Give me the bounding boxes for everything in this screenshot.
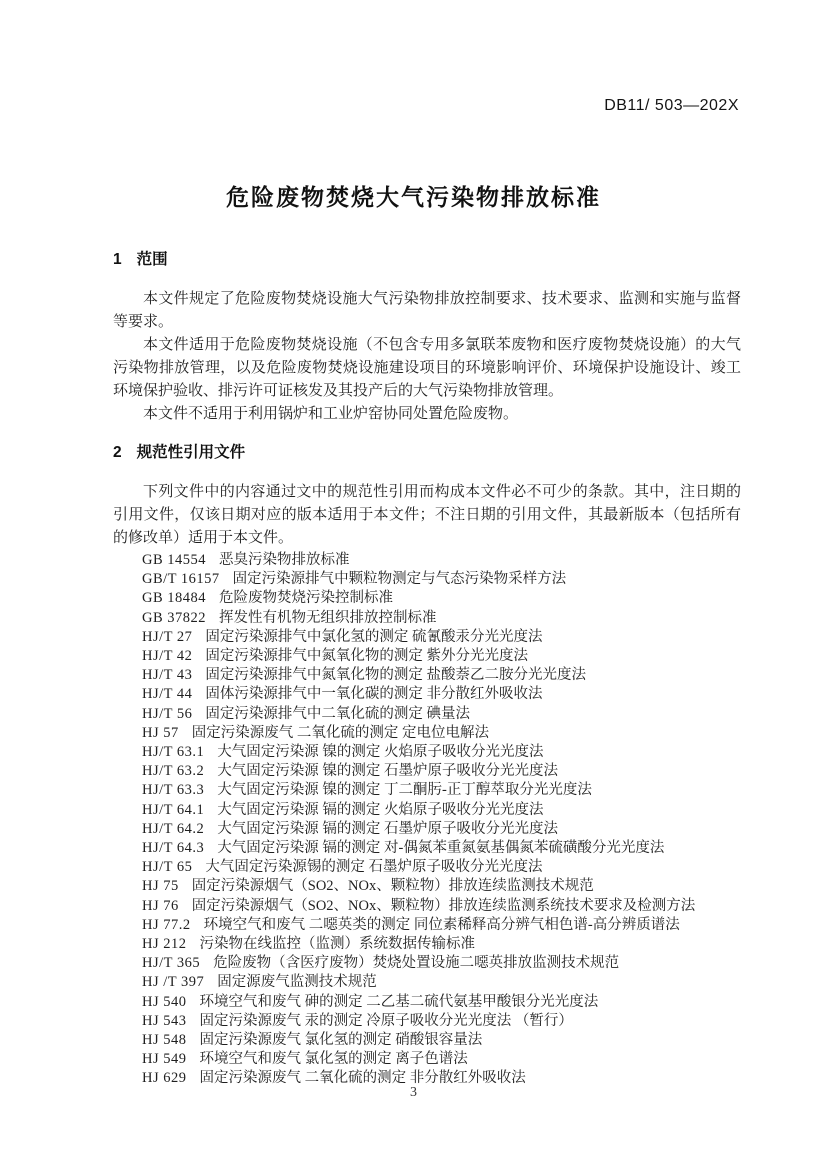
reference-code: HJ/T 64.3 bbox=[142, 840, 205, 857]
reference-title: 大气固定污染源 镉的测定 对-偶氮苯重氮氨基偶氮苯硫磺酸分光光度法 bbox=[217, 840, 665, 857]
reference-title: 固体污染源排气中一氧化碳的测定 非分散红外吸收法 bbox=[205, 686, 543, 703]
reference-code: HJ/T 63.3 bbox=[142, 782, 205, 799]
reference-title: 固定污染源排气中颗粒物测定与气态污染物采样方法 bbox=[232, 571, 567, 588]
reference-title: 污染物在线监控（监测）系统数据传输标准 bbox=[199, 936, 475, 953]
reference-code: HJ 629 bbox=[142, 1070, 187, 1087]
reference-title: 环境空气和废气 二噁英类的测定 同位素稀释高分辨气相色谱-高分辨质谱法 bbox=[203, 916, 680, 933]
reference-code: HJ/T 44 bbox=[142, 686, 193, 703]
references-intro-paragraph: 下列文件中的内容通过文中的规范性引用而构成本文件必不可少的条款。其中，注日期的引用文件，仅该日期对应的版本适用于本文件；不注日期的引用文件，其最新版本（包括所有的修改单）适用于本文件。 bbox=[113, 484, 741, 546]
reference-item bbox=[113, 589, 741, 608]
reference-title: 固定污染源排气中二氧化硫的测定 碘量法 bbox=[205, 705, 470, 722]
reference-code: HJ/T 365 bbox=[142, 955, 201, 972]
reference-title: 大气固定污染源锡的测定 石墨炉原子吸收分光光度法 bbox=[205, 859, 543, 876]
reference-item bbox=[113, 609, 741, 628]
reference-item bbox=[113, 897, 741, 916]
reference-title: 固定污染源废气 二氧化硫的测定 非分散红外吸收法 bbox=[199, 1070, 526, 1087]
reference-item bbox=[113, 762, 741, 781]
document-body bbox=[113, 250, 741, 1089]
reference-title: 危险废物（含医疗废物）焚烧处置设施二噁英排放监测技术规范 bbox=[213, 955, 620, 972]
reference-item bbox=[113, 628, 741, 647]
reference-title: 固定污染源烟气（SO2、NOx、颗粒物）排放连续监测技术规范 bbox=[191, 878, 594, 895]
reference-title: 固定污染源废气 氯化氢的测定 硝酸银容量法 bbox=[199, 1032, 483, 1049]
reference-item bbox=[113, 877, 741, 896]
scope-paragraph-3: 本文件不适用于利用锅炉和工业炉窑协同处置危险废物。 bbox=[143, 406, 519, 422]
reference-item bbox=[113, 916, 741, 935]
reference-item bbox=[113, 839, 741, 858]
reference-code: HJ/T 63.2 bbox=[142, 763, 205, 780]
reference-item bbox=[113, 1012, 741, 1031]
section-scope-heading bbox=[113, 250, 741, 270]
reference-code: HJ 540 bbox=[142, 993, 187, 1010]
reference-code: HJ/T 56 bbox=[142, 705, 193, 722]
reference-item bbox=[113, 820, 741, 839]
reference-item bbox=[113, 858, 741, 877]
reference-item bbox=[113, 993, 741, 1012]
reference-title: 固定源废气监测技术规范 bbox=[217, 974, 377, 991]
reference-item bbox=[113, 685, 741, 704]
reference-title: 大气固定污染源 镉的测定 石墨炉原子吸收分光光度法 bbox=[217, 820, 558, 837]
reference-code: HJ/T 64.2 bbox=[142, 820, 205, 837]
reference-title: 大气固定污染源 镍的测定 石墨炉原子吸收分光光度法 bbox=[217, 763, 558, 780]
reference-item bbox=[113, 551, 741, 570]
reference-code: HJ/T 65 bbox=[142, 859, 193, 876]
reference-code: HJ 75 bbox=[142, 878, 179, 895]
reference-code: GB 18484 bbox=[142, 590, 207, 607]
reference-item bbox=[113, 647, 741, 666]
reference-code: GB 37822 bbox=[142, 609, 207, 626]
reference-title: 环境空气和废气 氯化氢的测定 离子色谱法 bbox=[199, 1051, 468, 1068]
reference-title: 危险废物焚烧污染控制标准 bbox=[219, 590, 394, 607]
reference-title: 固定污染源废气 汞的测定 冷原子吸收分光光度法 （暂行） bbox=[199, 1012, 573, 1029]
reference-title: 固定污染源废气 二氧化硫的测定 定电位电解法 bbox=[191, 724, 489, 741]
reference-title: 大气固定污染源 镍的测定 丁二酮肟-正丁醇萃取分光光度法 bbox=[217, 782, 592, 799]
reference-code: GB/T 16157 bbox=[142, 571, 220, 588]
scope-paragraph-2: 本文件适用于危险废物焚烧设施（不包含专用多氯联苯废物和医疗废物焚烧设施）的大气污染物排放管理，以及危险废物焚烧设施建设项目的环境影响评价、环境保护设施设计、竣工环境保护验收、排污许可证核发及其投产后的大气污染物排放管理。 bbox=[113, 337, 741, 399]
reference-title: 环境空气和废气 砷的测定 二乙基二硫代氨基甲酸银分光光度法 bbox=[199, 993, 599, 1010]
reference-title: 固定污染源排气中氮氧化物的测定 紫外分光光度法 bbox=[205, 648, 528, 665]
reference-code: HJ/T 27 bbox=[142, 628, 193, 645]
reference-code: HJ 548 bbox=[142, 1032, 187, 1049]
reference-code: GB 14554 bbox=[142, 552, 207, 568]
section-references-heading bbox=[113, 443, 741, 463]
reference-title: 固定污染源排气中氯化氢的测定 硫氰酸汞分光光度法 bbox=[205, 628, 543, 645]
reference-item bbox=[113, 973, 741, 992]
reference-item bbox=[113, 781, 741, 800]
reference-code: HJ 57 bbox=[142, 724, 179, 741]
section-references-title: 规范性引用文件 bbox=[136, 444, 246, 461]
reference-code: HJ 76 bbox=[142, 897, 179, 914]
reference-title: 大气固定污染源 镍的测定 火焰原子吸收分光光度法 bbox=[217, 744, 544, 761]
section-scope-title: 范围 bbox=[136, 251, 168, 268]
references-list bbox=[113, 551, 741, 1089]
reference-item bbox=[113, 1031, 741, 1050]
reference-code: HJ 543 bbox=[142, 1012, 187, 1029]
section-references-number: 2 bbox=[113, 444, 122, 461]
reference-item bbox=[113, 666, 741, 685]
reference-item bbox=[113, 724, 741, 743]
reference-code: HJ/T 63.1 bbox=[142, 744, 205, 761]
reference-code: HJ 549 bbox=[142, 1051, 187, 1068]
reference-code: HJ/T 42 bbox=[142, 648, 193, 665]
reference-title: 固定污染源排气中氮氧化物的测定 盐酸萘乙二胺分光光度法 bbox=[205, 667, 586, 684]
scope-paragraph-1: 本文件规定了危险废物焚烧设施大气污染物排放控制要求、技术要求、监测和实施与监督等要求。 bbox=[113, 291, 741, 330]
reference-title: 固定污染源烟气（SO2、NOx、颗粒物）排放连续监测系统技术要求及检测方法 bbox=[191, 897, 696, 914]
reference-code: HJ 77.2 bbox=[142, 916, 191, 933]
reference-item bbox=[113, 570, 741, 589]
reference-code: HJ /T 397 bbox=[142, 974, 205, 991]
reference-item bbox=[113, 954, 741, 973]
document-title: 危险废物焚烧大气污染物排放标准 bbox=[226, 184, 601, 210]
document-code: DB11/ 503—202X bbox=[604, 97, 739, 114]
section-scope-number: 1 bbox=[113, 251, 122, 268]
reference-title: 恶臭污染物排放标准 bbox=[219, 552, 350, 568]
reference-title: 大气固定污染源 镉的测定 火焰原子吸收分光光度法 bbox=[217, 801, 544, 818]
reference-code: HJ 212 bbox=[142, 936, 187, 953]
reference-code: HJ/T 64.1 bbox=[142, 801, 205, 818]
page-number: 3 bbox=[410, 1085, 417, 1100]
reference-item bbox=[113, 705, 741, 724]
reference-item bbox=[113, 743, 741, 762]
reference-item bbox=[113, 935, 741, 954]
reference-item bbox=[113, 1050, 741, 1069]
reference-code: HJ/T 43 bbox=[142, 667, 193, 684]
reference-item bbox=[113, 801, 741, 820]
reference-title: 挥发性有机物无组织排放控制标准 bbox=[219, 609, 437, 626]
